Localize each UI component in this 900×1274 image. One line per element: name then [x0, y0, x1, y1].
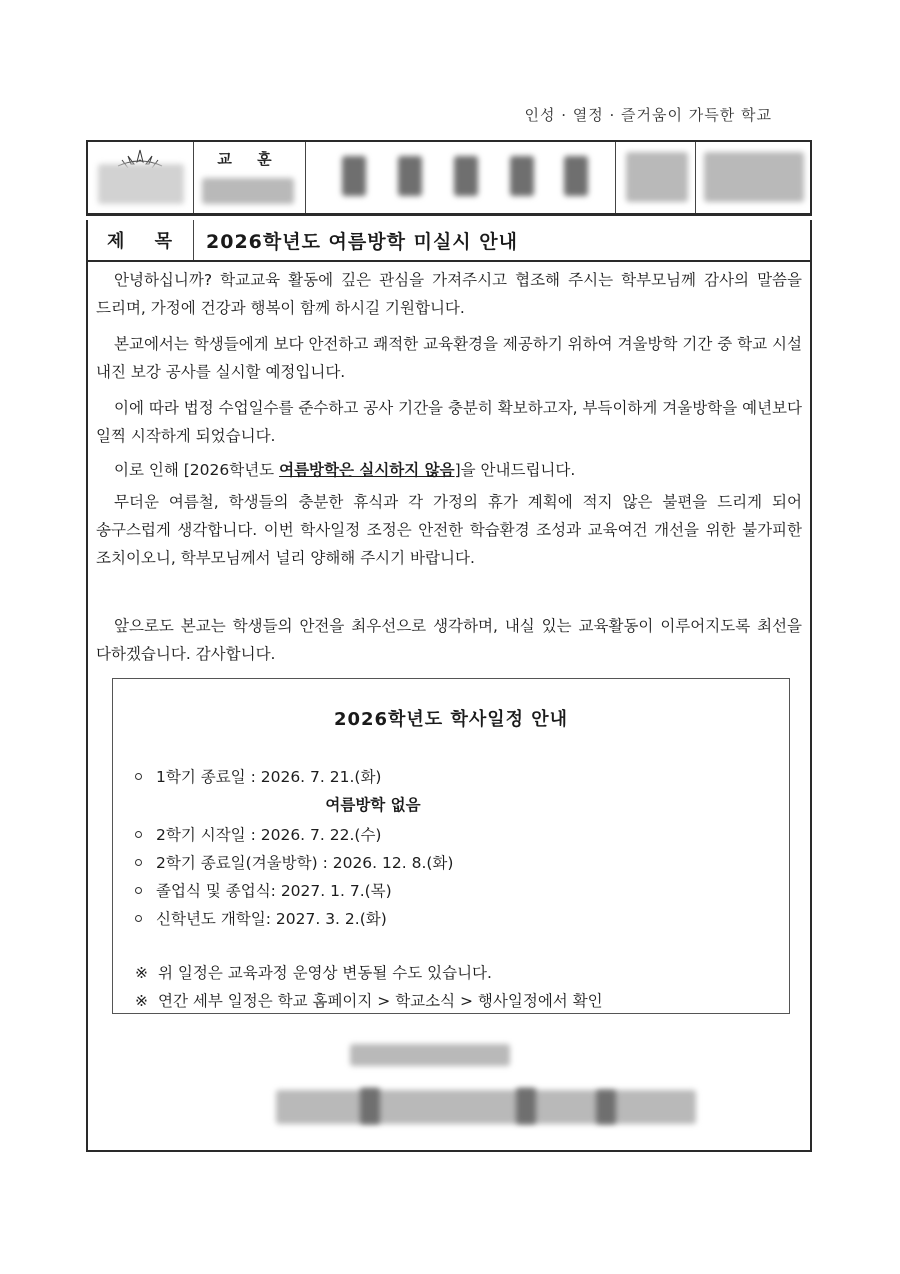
paragraph-no-summer-notice: 이로 인해 [2026학년도 여름방학은 실시하지 않음]을 안내드립니다.	[114, 461, 576, 479]
contact-cell	[616, 142, 696, 213]
reference-mark-icon: ※	[135, 964, 148, 982]
blurred-contact	[626, 152, 688, 202]
blurred-school-seal-name	[276, 1090, 696, 1124]
schedule-box	[112, 678, 790, 1014]
paragraph-greeting: 안녕하십니까? 학교교육 활동에 깊은 관심을 가져주시고 협조해 주시는 학부모님께 감사의 말씀을 드리며, 가정에 건강과 행복이 함께 하시길 기원합니다.	[96, 271, 802, 317]
circle-bullet-icon	[135, 859, 142, 866]
blurred-sender-line	[350, 1044, 510, 1066]
blurred-logo	[98, 164, 184, 204]
schedule-item: 졸업식 및 종업식: 2027. 1. 7.(목)	[135, 879, 392, 901]
school-name-cell	[306, 142, 616, 213]
subject-label: 제 목	[88, 220, 194, 260]
blurred-motto	[202, 178, 294, 204]
subject-row	[86, 220, 812, 262]
motto-cell	[194, 142, 306, 213]
subject-title: 2026학년도 여름방학 미실시 안내	[206, 230, 518, 253]
circle-bullet-icon	[135, 831, 142, 838]
paragraph-early-winter: 이에 따라 법정 수업일수를 준수하고 공사 기간을 충분히 확보하고자, 부득이하게 겨울방학을 예년보다 일찍 시작하게 되었습니다.	[96, 399, 802, 445]
department-cell	[696, 142, 812, 213]
no-summer-vacation-underline: 여름방학은 실시하지 않음	[279, 461, 455, 479]
blurred-school-name	[342, 156, 366, 196]
paragraph-construction: 본교에서는 학생들에게 보다 안전하고 쾌적한 교육환경을 제공하기 위하여 겨울방학 기간 중 학교 시설 내진 보강 공사를 실시할 예정입니다.	[96, 335, 802, 381]
schedule-title: 2026학년도 학사일정 안내	[333, 709, 569, 730]
logo-cell	[88, 142, 194, 213]
letterhead-table	[86, 140, 812, 216]
paragraph-apology: 무더운 여름철, 학생들의 충분한 휴식과 각 가정의 휴가 계획에 적지 않은 불편을 드리게 되어 송구스럽게 생각합니다. 이번 학사일정 조정은 안전한 학습환경 조성과 교육여건 개선을 위한 불가피한 조치이오니, 학부모님께서 널리 양해해 주시기 바랍니다.	[96, 493, 802, 567]
reference-mark-icon: ※	[135, 992, 148, 1010]
no-summer-vacation-label: 여름방학 없음	[325, 796, 421, 814]
gyohun-label: 교 훈	[217, 150, 282, 168]
circle-bullet-icon	[135, 773, 142, 780]
schedule-note: ※ 위 일정은 교육과정 운영상 변동될 수도 있습니다.	[135, 964, 492, 982]
circle-bullet-icon	[135, 915, 142, 922]
paragraph-closing: 앞으로도 본교는 학생들의 안전을 최우선으로 생각하며, 내실 있는 교육활동이 이루어지도록 최선을 다하겠습니다. 감사합니다.	[96, 617, 802, 663]
schedule-item: 신학년도 개학일: 2027. 3. 2.(화)	[135, 907, 387, 929]
schedule-note: ※ 연간 세부 일정은 학교 홈페이지 > 학교소식 > 행사일정에서 확인	[135, 992, 603, 1010]
schedule-item: 2학기 시작일 : 2026. 7. 22.(수)	[135, 823, 381, 845]
school-motto: 인성 · 열정 · 즐거움이 가득한 학교	[524, 106, 772, 124]
schedule-item: 1학기 종료일 : 2026. 7. 21.(화)	[135, 765, 381, 787]
circle-bullet-icon	[135, 887, 142, 894]
blurred-department	[704, 152, 804, 202]
schedule-item: 2학기 종료일(겨울방학) : 2026. 12. 8.(화)	[135, 851, 453, 873]
